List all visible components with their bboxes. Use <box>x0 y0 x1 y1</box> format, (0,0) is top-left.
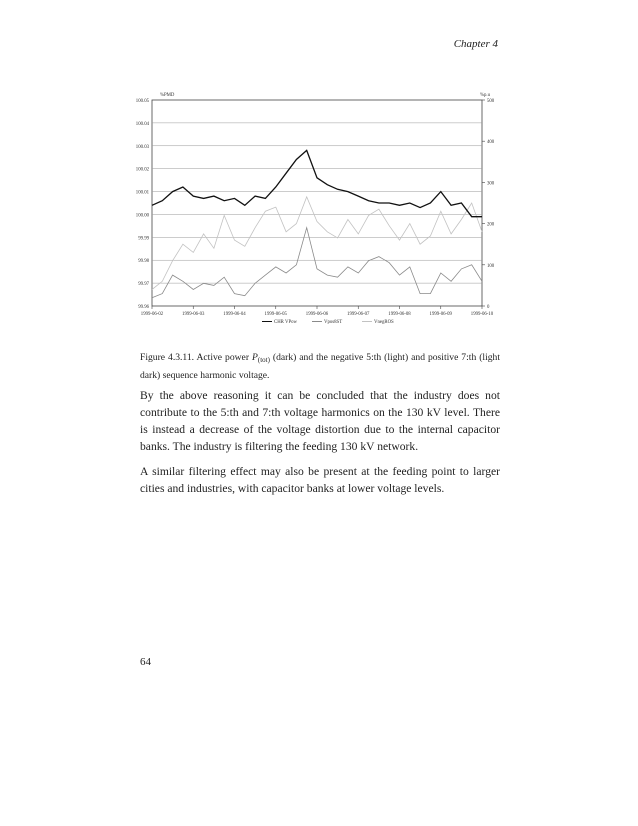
left-tick-label: 99.97 <box>138 282 149 288</box>
left-tick-label: 100.02 <box>135 167 149 173</box>
left-tick-label: 100.00 <box>135 213 149 219</box>
left-tick-label: 100.01 <box>135 190 149 196</box>
legend-entry: VnegROS <box>374 320 394 325</box>
page-number: 64 <box>140 656 151 668</box>
caption-prefix: Figure 4.3.11. Active power <box>140 352 252 363</box>
running-header: Chapter 4 <box>453 38 498 50</box>
harmonic-chart <box>130 88 508 338</box>
right-tick-label: 0 <box>487 305 490 310</box>
body-paragraph-2: A similar filtering effect may also be present at the feeding point to larger cities and industries, with capacitor banks at lower voltage levels. <box>140 465 500 495</box>
x-tick-label: 1999-06-03 <box>182 312 205 317</box>
x-tick-label: 1999-06-10 <box>470 312 494 317</box>
right-tick-label: 400 <box>487 140 495 146</box>
x-tick-label: 1999-06-02 <box>140 312 164 317</box>
x-tick-label: 1999-06-05 <box>264 312 287 317</box>
left-tick-label: 100.03 <box>135 144 149 150</box>
left-tick-label: 99.98 <box>138 259 149 265</box>
x-tick-label: 1999-06-09 <box>429 312 452 317</box>
figure-caption <box>140 350 500 383</box>
right-tick-label: 500 <box>487 99 495 104</box>
left-axis-unit: %PMD <box>160 93 175 98</box>
right-tick-label: 300 <box>487 181 495 187</box>
chart-svg <box>130 88 508 338</box>
right-axis-unit: %p.u <box>480 93 490 98</box>
body-paragraph-1: By the above reasoning it can be concluded that the industry does not contribute to the 5:th and 7:th voltage harmonics on the 130 kV level. There is instead a decrease of the voltage distortion due to the internal capacitor banks. The industry is filtering the feeding 130 kV network. <box>140 389 500 453</box>
caption-subscript: (tot) <box>257 356 270 364</box>
series-line-1 <box>152 150 482 216</box>
plot-frame <box>152 100 482 306</box>
left-tick-label: 99.99 <box>138 236 149 242</box>
right-tick-label: 200 <box>487 222 495 228</box>
x-tick-label: 1999-06-04 <box>223 312 246 317</box>
left-tick-label: 100.04 <box>135 121 149 127</box>
x-tick-label: 1999-06-06 <box>305 312 329 317</box>
legend-entry: CHR VPow <box>274 320 297 325</box>
series-line-3 <box>152 197 482 290</box>
caption-power-symbol: P <box>251 352 258 363</box>
legend-entry: Vpos8ST <box>324 320 343 325</box>
left-tick-label: 100.05 <box>135 99 149 104</box>
x-tick-label: 1999-06-07 <box>347 312 370 317</box>
caption-suffix: (dark) and the negative 5:th (light) and positive 7:th (light dark) sequence harmonic voltage. <box>140 352 500 381</box>
x-tick-label: 1999-06-08 <box>388 312 411 317</box>
left-tick-label: 99.96 <box>138 305 149 310</box>
right-tick-label: 100 <box>487 263 495 269</box>
